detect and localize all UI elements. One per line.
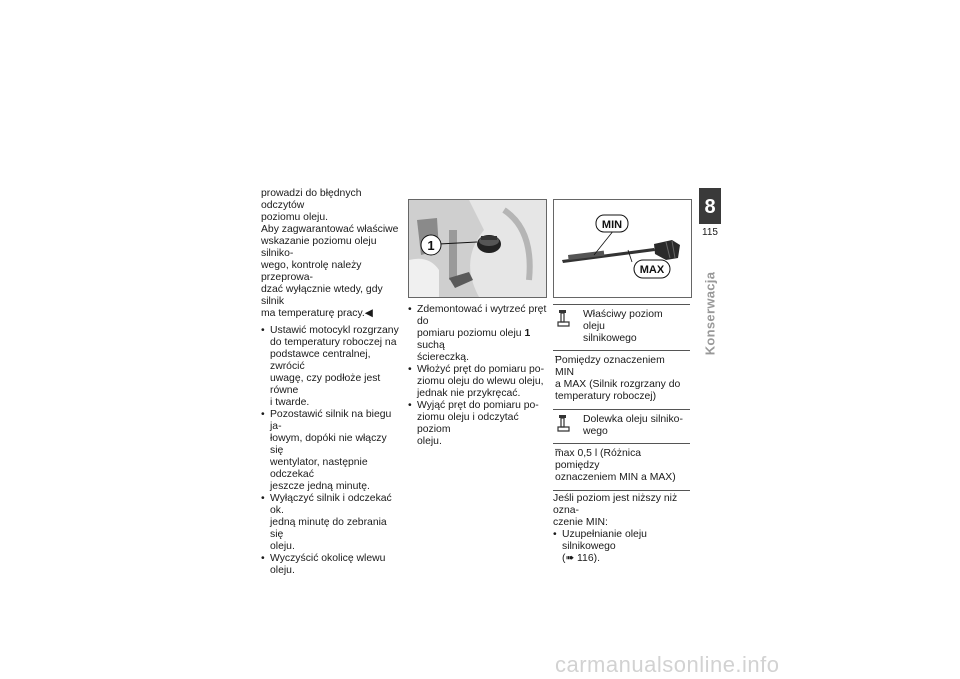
page-number: 115 xyxy=(702,227,718,238)
min-label: MIN xyxy=(601,219,623,231)
spec-oil-topup-value: – max 0,5 l (Różnica pomiędzy oznaczeniem MIN a MAX) xyxy=(553,444,690,490)
step-add-oil: • Uzupełnianie oleju silnikowego (➠ 116). xyxy=(553,529,693,565)
step-idle-engine: • Pozostawić silnik na biegu ja- łowym, dopóki nie włączy się wentylator, następnie odczekać jeszcze jedną minutę. xyxy=(261,409,401,493)
callout-1: 1 xyxy=(427,238,435,253)
intro-paragraph: prowadzi do błędnych odczytów poziomu oleju. Aby zagwarantować właściwe wskazanie poziomu oleju silniko- wego, kontrolę należy przeprowa- dzać wyłącznie wtedy, gdy silnik ma temperaturę pracy.◀ xyxy=(261,188,399,319)
spec-correct-oil-level-value: – Pomiędzy oznaczeniem MIN a MAX (Silnik rozgrzany do temperatury roboczej) xyxy=(553,351,690,409)
oil-can-icon xyxy=(557,309,571,327)
right-column xyxy=(553,188,693,565)
chapter-title-vertical xyxy=(702,268,718,363)
low-level-note: Jeśli poziom jest niższy niż ozna- czenie MIN: xyxy=(553,493,678,528)
dipstick-illustration xyxy=(554,200,691,297)
chapter-sidebar xyxy=(699,188,721,238)
step-read-level: • Wyjąć pręt do pomiaru po- ziomu oleju i odczytać poziom oleju. xyxy=(408,400,548,448)
max-label: MAX xyxy=(639,264,665,276)
spec-oil-topup-title: Dolewka oleju silniko- wego xyxy=(583,414,683,437)
step-remove-dipstick: • Zdemontować i wytrzeć pręt do pomiaru poziomu oleju 1 suchą ściereczką. xyxy=(408,304,548,364)
watermark: carmanualsonline.info xyxy=(555,652,780,677)
chapter-number: 8 xyxy=(699,188,721,224)
engine-photo xyxy=(408,199,547,298)
page-reference-link[interactable]: (➠ 116). xyxy=(562,553,600,564)
dipstick-diagram xyxy=(553,199,692,298)
middle-column xyxy=(408,188,548,448)
step-clean-filler: • Wyczyścić okolicę wlewu oleju. xyxy=(261,553,401,577)
left-column xyxy=(261,188,401,577)
spec-oil-topup xyxy=(553,410,690,491)
step-park-motorcycle: • Ustawić motocykl rozgrzany do temperatury roboczej na podstawce centralnej, zwrócić uwagę, czy podłoże jest równe i twarde. xyxy=(261,325,401,409)
engine-photo-illustration xyxy=(409,200,546,297)
chapter-title: Konserwacja xyxy=(702,271,718,356)
step-stop-engine: • Wyłączyć silnik i odczekać ok. jedną minutę do zebrania się oleju. xyxy=(261,493,401,553)
spec-correct-oil-level-title: Właściwy poziom oleju silnikowego xyxy=(583,309,663,344)
spec-correct-oil-level xyxy=(553,304,690,410)
step-insert-dipstick: • Włożyć pręt do pomiaru po- ziomu oleju do wlewu oleju, jednak nie przykręcać. xyxy=(408,364,548,400)
reference-number: 1 xyxy=(524,328,531,339)
oil-can-icon xyxy=(557,414,571,432)
